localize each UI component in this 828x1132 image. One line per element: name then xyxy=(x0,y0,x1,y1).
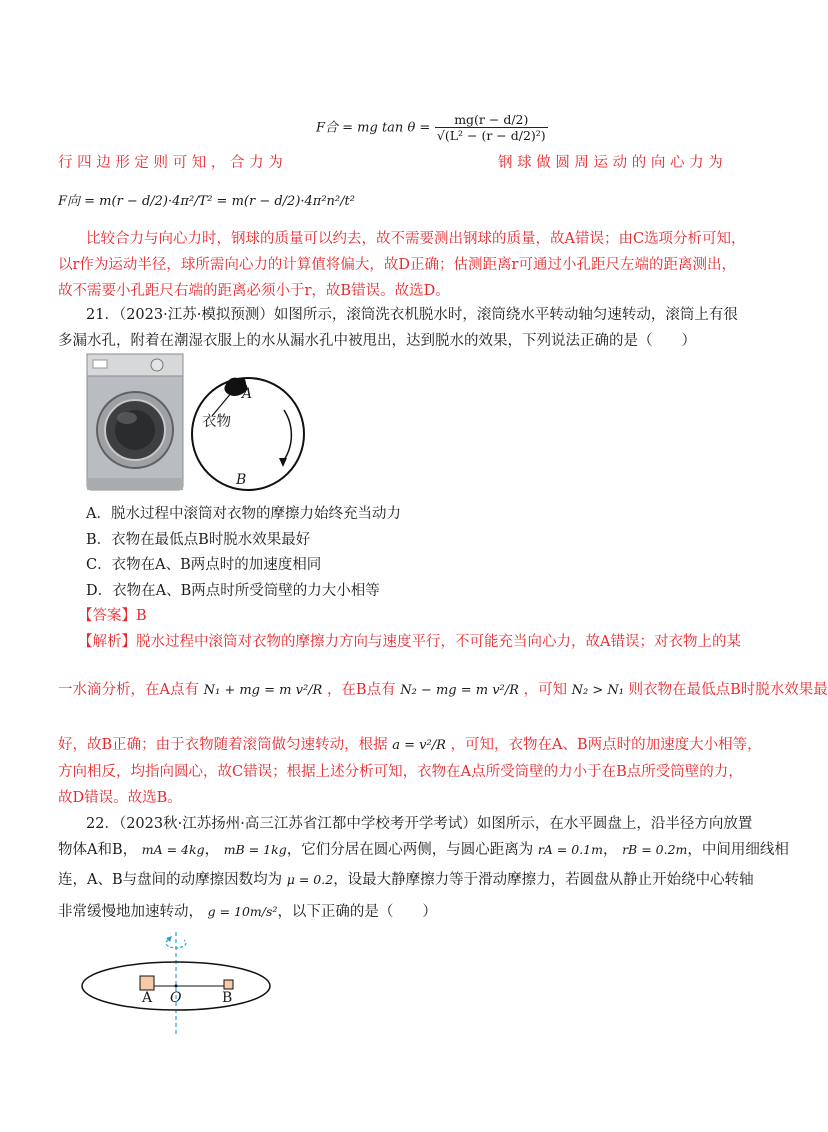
label-point-b: B xyxy=(236,472,247,488)
label-clothes: 衣物 xyxy=(202,414,231,430)
q21-stem: 21．（2023·江苏·模拟预测）如图所示，滚筒洗衣机脱水时，滚筒绕水平转动轴匀速转动，滚筒上有很多漏水孔，附着在潮湿衣服上的水从漏水孔中被甩出，达到脱水的效果，下列说法正确的是（ ） xyxy=(58,307,738,349)
label-point-a: A xyxy=(242,386,253,402)
label-block-a: A xyxy=(142,990,153,1006)
q22-text-b3: ，中间用细线相 xyxy=(687,842,789,858)
q22-stem-line4 xyxy=(58,902,437,922)
q22-text-c2: ，设最大静摩擦力等于滑动摩擦力，若圆盘从静止开始绕中心转轴 xyxy=(333,872,754,888)
line-parallelogram-right: 钢 球 做 圆 周 运 动 的 向 心 力 为 xyxy=(498,155,723,171)
equation-point-a: N₁ + mg = m v²/R xyxy=(203,683,323,698)
q21-analysis-line3 xyxy=(58,735,762,756)
q22-stem-line2: 物体A和B， mA = 4kg， mB = 1kg，它们分居在圆心两侧，与圆心距离为 rA = 0.1m， rB = 0.2m，中间用细线相 xyxy=(58,842,789,858)
analysis-text-2c: ，可知 xyxy=(523,682,568,698)
answer-tag: 【答案】 xyxy=(78,608,136,624)
q21-option-c: C．衣物在A、B两点时的加速度相同 xyxy=(86,557,322,573)
q22-text-d1: 非常缓慢地加速转动， xyxy=(58,904,203,920)
force-formula-fraction xyxy=(435,112,548,143)
q21-analysis-line4: 方向相反，均指向圆心，故C错误；根据上述分析可知，衣物在A点所受筒壁的力小于在B点所受筒壁的力， xyxy=(58,764,743,780)
q21-option-d: D．衣物在A、B两点时所受筒壁的力大小相等 xyxy=(86,583,380,599)
equation-point-b: N₂ − mg = m v²/R xyxy=(400,683,519,698)
mass-a: mA = 4kg xyxy=(141,842,205,857)
paragraph-compare: 比较合力与向心力时，钢球的质量可以约去，故不需要测出钢球的质量，故A错误；由C选项分析可知，以r作为运动半径，球所需向心力的计算值将偏大，故D正确；估测距离r可通过小孔距尺左端的距离测出，故不需要小孔距尺右端的距离必须小于r，故B错误。故选D。 xyxy=(58,231,746,299)
analysis-text-3b: ，可知，衣物在A、B两点时的加速度大小相等， xyxy=(450,737,762,753)
force-formula-denominator: √(L² − (r − d/2)²) xyxy=(436,128,546,143)
analysis-text-2b: ，在B点有 xyxy=(326,682,396,698)
q22-text-b2: ，它们分居在圆心两侧，与圆心距离为 xyxy=(286,842,534,858)
q21-analysis-line1 xyxy=(78,632,741,652)
centripetal-formula: F向 = m(r − d/2)·4π²/T² = m(r − d/2)·4π²n²/t² xyxy=(58,194,355,209)
answer-value: B xyxy=(136,608,147,624)
gravity-value: g = 10m/s² xyxy=(207,904,278,919)
q22-text-c1: 连，A、B与盘间的动摩擦因数均为 xyxy=(58,872,283,888)
equation-compare: N₂ > N₁ xyxy=(571,683,624,698)
label-block-b: B xyxy=(222,990,233,1006)
q21-option-a: A．脱水过程中滚筒对衣物的摩擦力始终充当动力 xyxy=(86,506,401,522)
force-formula-lhs: F合 = mg tan θ = xyxy=(316,120,431,136)
analysis-text-3a: 好，故B正确；由于衣物随着滚筒做匀速转动，根据 xyxy=(58,737,388,753)
radius-a: rA = 0.1m xyxy=(537,842,603,857)
q21-option-b: B．衣物在最低点B时脱水效果最好 xyxy=(86,532,311,548)
force-formula-numerator: mg(r − d/2) xyxy=(435,112,548,128)
q21-analysis-line5: 故D错误。故选B。 xyxy=(58,790,182,806)
analysis-text-2d: 则衣物在最低点B时脱水效果最 xyxy=(628,682,828,698)
q22-stem-line1: 22．（2023秋·江苏扬州·高三江苏省江都中学校考开学考试）如图所示，在水平圆盘上，沿半径方向放置 xyxy=(86,816,753,832)
line-parallelogram-left: 行 四 边 形 定 则 可 知 ， 合 力 为 xyxy=(58,155,283,171)
washing-machine-image xyxy=(85,352,185,492)
block-b xyxy=(224,980,233,989)
q22-text-b1: 物体A和B， xyxy=(58,842,138,858)
equation-acceleration: a = v²/R xyxy=(392,738,446,753)
analysis-text-1: 脱水过程中滚筒对衣物的摩擦力方向与速度平行，不可能充当向心力，故A错误；对衣物上的某 xyxy=(136,634,741,650)
q22-text-d2: ，以下正确的是（ ） xyxy=(277,904,437,920)
q22-stem-line3 xyxy=(58,870,754,890)
radius-b: rB = 0.2m xyxy=(622,842,688,857)
force-formula xyxy=(316,112,548,143)
rotation-arrow xyxy=(284,410,291,460)
mass-b: mB = 1kg xyxy=(223,842,287,857)
label-center-o: O xyxy=(170,990,182,1006)
analysis-text-2a: 一水滴分析，在A点有 xyxy=(58,682,199,698)
friction-coefficient: μ = 0.2 xyxy=(286,872,334,887)
block-a xyxy=(140,976,154,990)
analysis-tag: 【解析】 xyxy=(78,634,136,650)
q21-answer xyxy=(78,606,147,626)
turntable-diagram xyxy=(80,930,280,1040)
drum-diagram xyxy=(188,372,308,498)
q21-analysis-line2 xyxy=(58,680,828,701)
